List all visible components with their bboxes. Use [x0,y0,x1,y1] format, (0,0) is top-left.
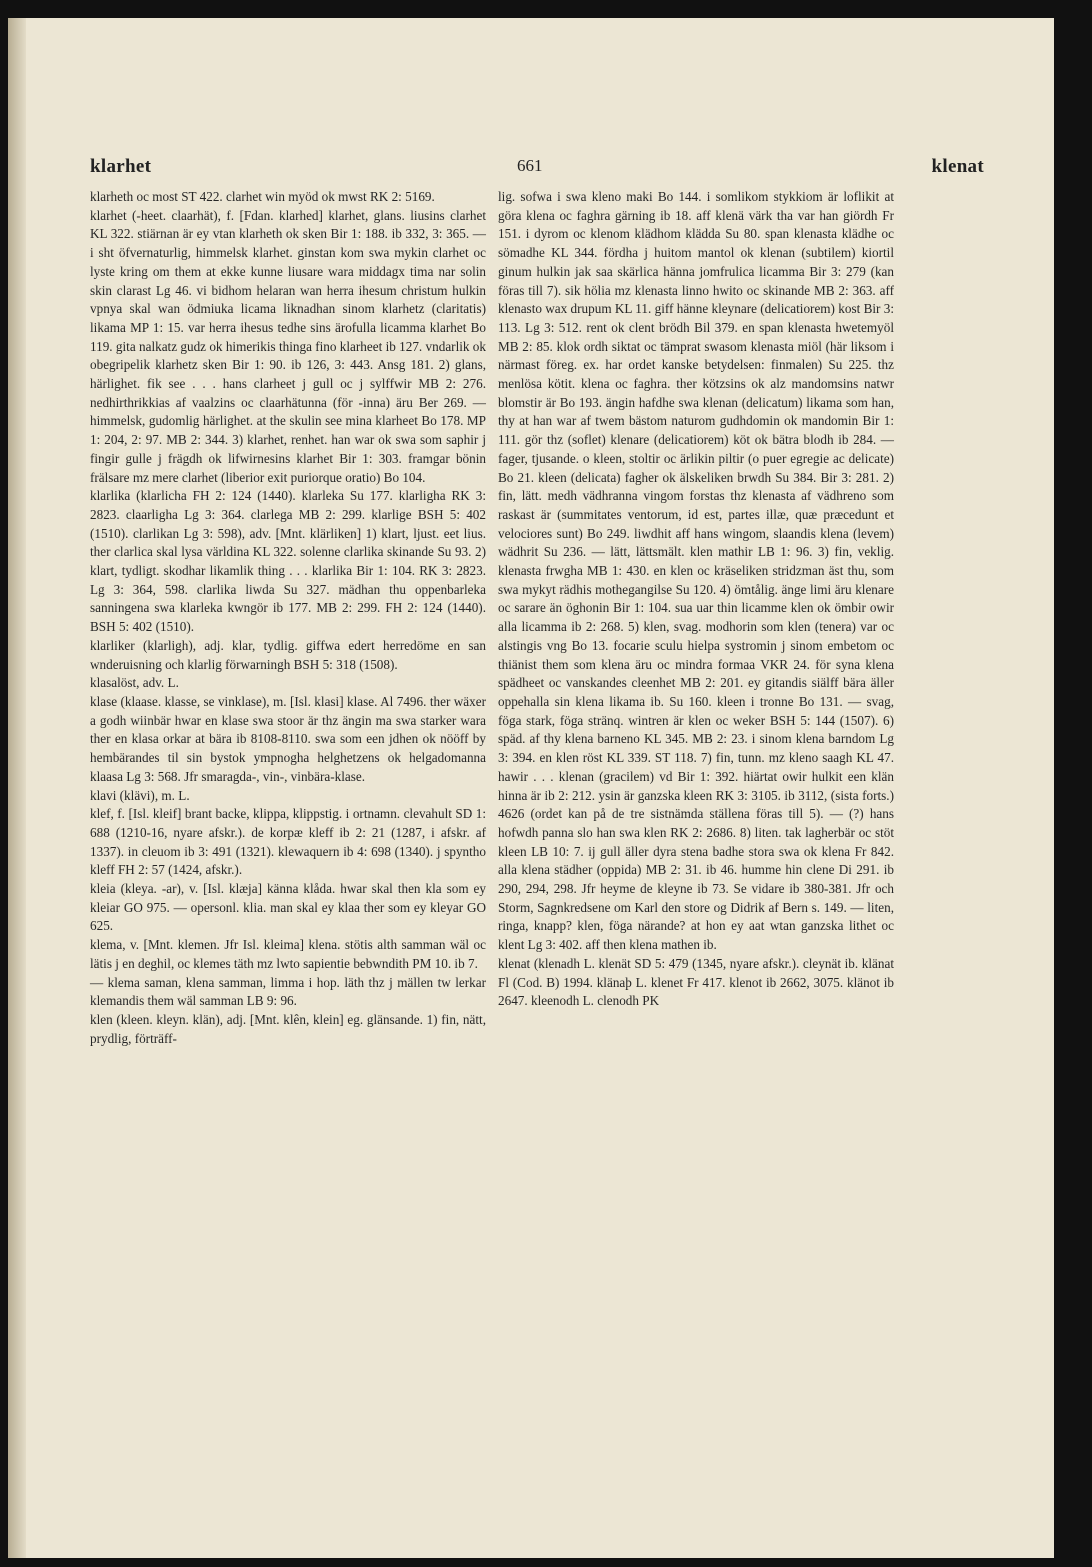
page-number: 661 [517,156,543,175]
entry-text: klarhet (-heet. claarhät), f. [Fdan. klarhed] klarhet, glans. liusins clarhet KL 322. stiärnan är ey vtan klarheth ok sken Bir 1: 188. ib 332, 3: 365. — i sht öfvernaturlig, himmelsk klarhet. ginstan kom swa mykin clarhet oc lyste kring om them at ekke kunne liusare wara middagx tima nar solin skin clarast Lg 46. vi bidhom helaran wan herra ihesum christum hulkin vpnya skal wan ödmiuka licama liknadhan sinom klarhetz (claritatis) likama MP 1: 15. var herra ihesus tedhe sins ärofulla licamma klarhet Bo 119. gita nalkatz gudz ok himerikis thinga fino klarheet ib 127. vndarlik ok obegripelik klarhetz sken Bir 1: 90. ib 126, 3: 443. Ansg 181. 2) glans, härlighet. fik see . . . hans clarheet j gull oc j sylffwir MB 2: 276. nedhirthrikkias af vaalzins oc claarhätunna (för -inna) äru Ber 269. — himmelsk, gudomlig härlighet. at the skulin see mina klarheet Bo 178. MP 1: 204, 2: 97. MB 2: 344. 3) klarhet, renhet. han war ok swa som saphir j fingir gulle j frägdh ok lifwirnesins klarhet Bir 1: 303. framgar bönin frälsare mz mere clarhet (liberior exit puriorque oratio) Bo 104. [90,207,486,485]
page [8,18,1054,1558]
entry-text: klen (kleen. kleyn. klän), adj. [Mnt. klên, klein] eg. glänsande. 1) fin, nätt, prydlig, förträff- [90,1011,486,1046]
right-column [498,188,894,1011]
entry-text: lig. sofwa i swa kleno maki Bo 144. i somlikom stykkiom är loflikit at göra klena oc faghra gärning ib 18. aff klenä värk tha var han giördh Fr 151. i dyrom oc klenom klädhom klädda Su 80. span klenasta klädhe oc sömadhe KL 344. fördha j huitom mantol ok klenan (subtilem) kiortil ginum hulkin jak saa skärlica hänna jomfrulica licamma Bir 3: 279 (kan föras till 7). sik hölia mz klenasta linno hwito oc skinande MB 2: 363. aff klenasto wax drupum KL 11. giff hänne kleynare (delicatiorem) kost Bir 3: 113. Lg 3: 512. rent ok clent brödh Bil 379. en span klenasta hwetemyöl MB 2: 85. klok ordh siktat oc tämprat swasom klenasta miöl (här liksom i närmast föreg. ex. har ordet kanske betydelsen: finmalen) Su 225. thz menlösa kötit. klena oc faghra. ther kötzsins ok alz mandomsins natwr blomstir är Bo 193. ängin hafdhe swa klenan (delicatum) likama som han, thy at han war af twem bästom naturom gudhdomin ok mandomin Bir 1: 111. gör thz (soflet) klenare (delicatiorem) köt ok bätra blodh ib 284. — fager, tjusande. o kleen, stoltir oc ärlikin piltir (o puer egregie ac delicate) Bo 21. kleen (delicata) fagher ok älskeliken brwdh Su 384. Bir 3: 281. 2) fin, lätt. medh vädhranna vingom forstas thz klenasta af vädhreno som raskast är (summitates ventorum, id est, partes illæ, quæ præcedunt et velociores sunt) Bo 249. liwdhit aff hans wingom, slaandis klena (levem) wädhrit Su 236. — lätt, lättsmält. klen mathir LB 1: 96. 3) fin, veklig. klenasta frwgha MB 1: 430. en klen oc kräseliken stridzman äst thu, som swa mykyt rädhis mothegangilse Su 120. 4) ömtålig. änge limi äru klenare oc sarare än öghonin Bir 1: 104. sua uar thin licamme klen ok ömbir owir alla licamma ib 2: 268. 5) klen, svag. modhorin som klen (tenera) var oc alstingis vng Bo 13. focarie sculu hielpa systromin j sinom embetom oc thiänist them som klena äru oc mindra formaa VKR 24. för syna klena spädheet oc vanskandes cleenhet MB 2: 201. ey gitandis siälff bära äller oppehalla sin klena likama ib. Su 160. kleen i tronne Bo 131. — svag, föga stark, föga stränq. wintren är klen oc weker BSH 5: 144 (1507). 6) späd. af thy klena barneno KL 345. MB 2: 23. i sinom klena barndom Lg 3: 394. en klen röst KL 339. ST 118. 7) fin, tunn. mz kleno saagh KL 47. hawir . . . klenan (gracilem) vd Bir 1: 392. hiärtat owir hulkit een klän hinna är ib 2: 212. ysin är ganzska kleen RK 3: 3105. ib 3112, (sista forts.) 4626 (ordet kan på de tre sistnämda ställena föras till 5). — (?) hans hofwdh panna slo han swa klen RK 2: 2686. 8) liten. tak lagherbär oc stöt kleen LB 10: 7. ij gull äller dyra stena badhe stora swa ok klena Fr 842. alla klena städher (oppida) MB 2: 31. ib 46. humme hin clene Di 291. ib 290, 294, 298. Jfr heyme de kleyne ib 73. Se vidare ib 380-381. Jfr och Storm, Sagnkredsene om Karl den store og Didrik af Bern s. 149. — liten, ringa, knapp? klen, föga närande? at hon ey aat wtan ganzska lithet oc klent Lg 3: 402. aff then klena mathen ib. [498,189,894,953]
entry-text: kleia (kleya. -ar), v. [Isl. klæja] känna klåda. hwar skal then kla som ey kleiar GO 975. — opersonl. klia. man skal ey klaa ther som ey kleyar GO 625. [90,881,486,934]
entry-text: klarheth oc most ST 422. clarhet win myöd ok mwst RK 2: 5169. [90,189,435,204]
entry-text: klasalöst, adv. L. [90,675,179,691]
page-spine [8,18,26,1558]
entry-text: klef, f. [Isl. kleif] brant backe, klippa, klippstig. i ortnamn. clevahult SD 1: 688 (1210-16, nyare afskr.). de korpæ kleff ib 2: 21 (1287, i afskr. af 1337). in cleuom ib 3: 491 (1321). klewaquern ib 4: 698 (1340). j spyntho kleff FH 2: 57 (1424, afskr.). [90,806,486,878]
left-column [90,188,486,1048]
entry-text: klavi (klävi), m. L. [90,787,190,803]
entry-text: klase (klaase. klasse, se vinklase), m. [Isl. klasi] klase. Al 7496. ther wäxer a godh wiinbär hwar en klase swa stoor är thz ängin ma swa starker wara ther en klasa orkar at bära ib 8108-8110. swa som een jdhen ok nööff by hembärandes til sin bystok ympnogha helghetzens ok helgadomanna klaasa Lg 3: 568. Jfr smaragda-, vin-, vinbära-klase. [90,693,486,784]
entry-text: — klema saman, klena samman, limma i hop. läth thz j mällen tw lerkar klemandis them wäl samman LB 9: 96. [90,974,486,1009]
entry-text: klenat (klenadh L. klenät SD 5: 479 (1345, nyare afskr.). cleynät ib. klänat Fl (Cod. B) 1994. klänaþ L. klenet Fr 417. klenot ib 2662, 3075. klänot ib 2647. kleenodh L. clenodh PK [498,955,894,1009]
running-header [90,144,984,184]
entry-text: klema, v. [Mnt. klemen. Jfr Isl. kleima] klena. stötis alth samman wäl oc lätis j en deghil, oc klemes täth mz lwto sapientie bebwndith PM 10. ib 7. [90,937,486,971]
entry-text: klarlika (klarlicha FH 2: 124 (1440). klarleka Su 177. klarligha RK 3: 2823. claarligha Lg 3: 364. clarlega MB 2: 299. klarlige BSH 5: 402 (1510). clarlikan Lg 3: 598), adv. [Mnt. klärliken] 1) klart, ljust. eet lius. ther clarlica skal lysa världina KL 322. solenne clarlika skinande Su 93. 2) klart, tydligt. skodhar likamlik thing . . . klarlika Bir 1: 104. RK 3: 2823. Lg 3: 364, 598. clarlika liwda Su 327. mädhan thu oppenbarleka sanningena swa klarleka kwngör ib 177. MB 2: 299. FH 2: 124 (1440). BSH 5: 402 (1510). [90,488,486,635]
header-first-word: klarhet [90,156,152,177]
header-last-word: klenat [931,156,984,177]
entry-text: klarliker (klarligh), adj. klar, tydlig. giffwa edert herredöme en san wnderuisning och klarlig förwarningh BSH 5: 318 (1508). [90,637,486,672]
